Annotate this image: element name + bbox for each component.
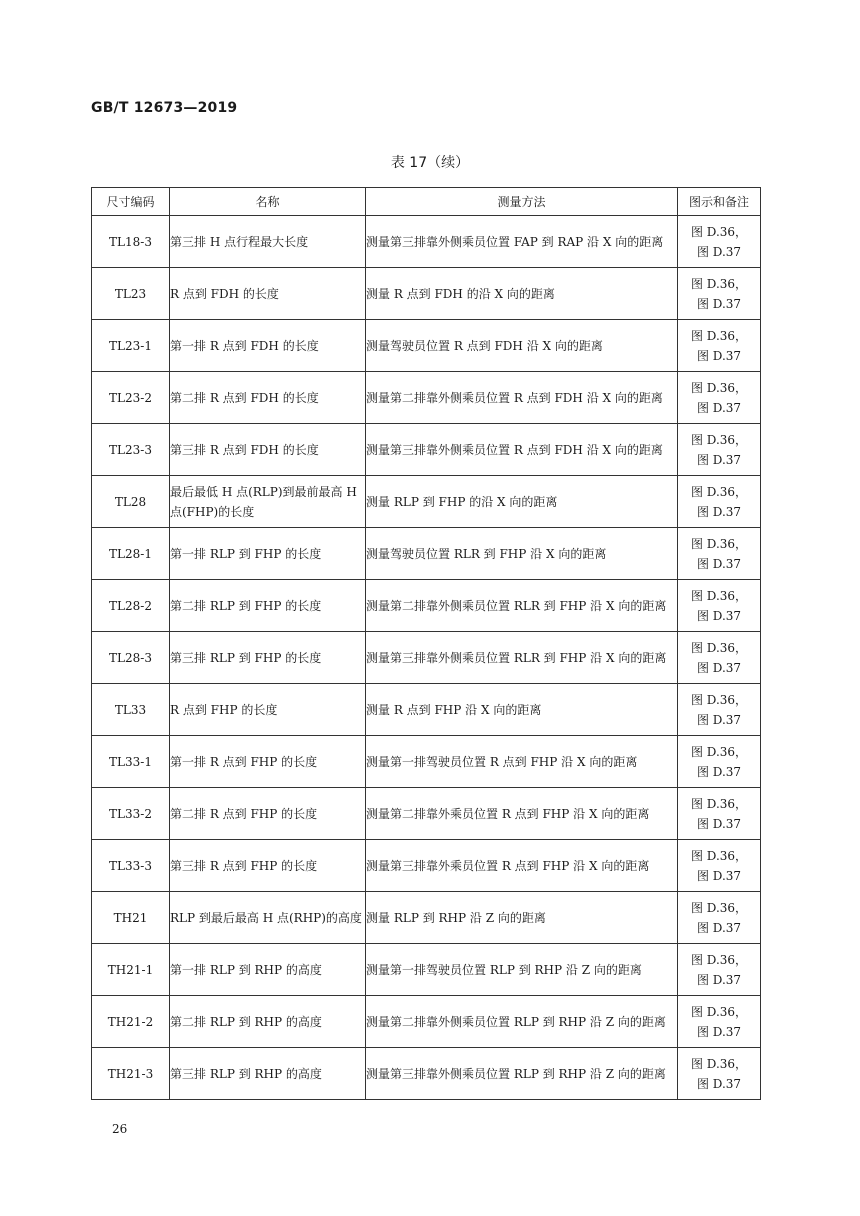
cell-note <box>678 840 761 892</box>
cell-method: 测量第三排靠外侧乘员位置 RLR 到 FHP 沿 X 向的距离 <box>366 632 678 684</box>
note-line: 图 D.36， <box>690 276 748 291</box>
column-header-name: 名称 <box>170 188 366 216</box>
table-row <box>92 840 761 892</box>
cell-method: 测量第二排靠外侧乘员位置 RLP 到 RHP 沿 Z 向的距离 <box>366 996 678 1048</box>
table-row <box>92 424 761 476</box>
table-row <box>92 528 761 580</box>
table-row <box>92 580 761 632</box>
cell-code: TL33 <box>92 684 170 736</box>
cell-note <box>678 372 761 424</box>
cell-note <box>678 320 761 372</box>
note-line: 图 D.37 <box>696 816 742 831</box>
cell-name: R 点到 FHP 的长度 <box>170 684 366 736</box>
cell-code: TH21-3 <box>92 1048 170 1100</box>
note-line: 图 D.37 <box>696 556 742 571</box>
note-line: 图 D.37 <box>696 1024 742 1039</box>
cell-method: 测量第二排靠外乘员位置 R 点到 FHP 沿 X 向的距离 <box>366 788 678 840</box>
cell-note <box>678 424 761 476</box>
table-row <box>92 1048 761 1100</box>
cell-method: 测量第一排驾驶员位置 R 点到 FHP 沿 X 向的距离 <box>366 736 678 788</box>
cell-note <box>678 944 761 996</box>
cell-method: 测量第三排靠外侧乘员位置 RLP 到 RHP 沿 Z 向的距离 <box>366 1048 678 1100</box>
cell-method: 测量 R 点到 FHP 沿 X 向的距离 <box>366 684 678 736</box>
cell-method: 测量驾驶员位置 RLR 到 FHP 沿 X 向的距离 <box>366 528 678 580</box>
note-line: 图 D.36， <box>690 432 748 447</box>
table-row <box>92 372 761 424</box>
table-row <box>92 944 761 996</box>
cell-method: 测量 RLP 到 RHP 沿 Z 向的距离 <box>366 892 678 944</box>
cell-name: RLP 到最后最高 H 点(RHP)的高度 <box>170 892 366 944</box>
table-row <box>92 632 761 684</box>
column-header-note: 图示和备注 <box>678 188 761 216</box>
cell-note <box>678 736 761 788</box>
cell-code: TL33-2 <box>92 788 170 840</box>
cell-note <box>678 528 761 580</box>
note-line: 图 D.37 <box>696 296 742 311</box>
note-line: 图 D.37 <box>696 504 742 519</box>
note-line: 图 D.36， <box>690 536 748 551</box>
cell-name: 第一排 RLP 到 RHP 的高度 <box>170 944 366 996</box>
table-row <box>92 736 761 788</box>
note-line: 图 D.37 <box>696 452 742 467</box>
cell-code: TL18-3 <box>92 216 170 268</box>
cell-code: TL28-3 <box>92 632 170 684</box>
cell-note <box>678 580 761 632</box>
note-line: 图 D.36， <box>690 484 748 499</box>
cell-method: 测量 RLP 到 FHP 的沿 X 向的距离 <box>366 476 678 528</box>
note-line: 图 D.36， <box>690 380 748 395</box>
note-line: 图 D.36， <box>690 640 748 655</box>
table-row <box>92 320 761 372</box>
cell-name: 第二排 RLP 到 FHP 的长度 <box>170 580 366 632</box>
cell-method: 测量驾驶员位置 R 点到 FDH 沿 X 向的距离 <box>366 320 678 372</box>
note-line: 图 D.37 <box>696 920 742 935</box>
note-line: 图 D.36， <box>690 1056 748 1071</box>
cell-name: 第二排 RLP 到 RHP 的高度 <box>170 996 366 1048</box>
cell-method: 测量第三排靠外侧乘员位置 R 点到 FDH 沿 X 向的距离 <box>366 424 678 476</box>
note-line: 图 D.37 <box>696 712 742 727</box>
cell-code: TH21-2 <box>92 996 170 1048</box>
cell-code: TL33-1 <box>92 736 170 788</box>
note-line: 图 D.37 <box>696 972 742 987</box>
note-line: 图 D.37 <box>696 400 742 415</box>
cell-code: TL23-1 <box>92 320 170 372</box>
cell-name: 第三排 RLP 到 FHP 的长度 <box>170 632 366 684</box>
table-row <box>92 892 761 944</box>
cell-note <box>678 684 761 736</box>
cell-code: TL23-2 <box>92 372 170 424</box>
note-line: 图 D.36， <box>690 1004 748 1019</box>
cell-code: TL33-3 <box>92 840 170 892</box>
cell-method: 测量第二排靠外侧乘员位置 R 点到 FDH 沿 X 向的距离 <box>366 372 678 424</box>
note-line: 图 D.37 <box>696 608 742 623</box>
cell-note <box>678 892 761 944</box>
note-line: 图 D.36， <box>690 744 748 759</box>
cell-name: 第三排 R 点到 FDH 的长度 <box>170 424 366 476</box>
cell-name: 第三排 R 点到 FHP 的长度 <box>170 840 366 892</box>
note-line: 图 D.37 <box>696 764 742 779</box>
note-line: 图 D.36， <box>690 692 748 707</box>
cell-code: TL28 <box>92 476 170 528</box>
cell-method: 测量第一排驾驶员位置 RLP 到 RHP 沿 Z 向的距离 <box>366 944 678 996</box>
cell-name: 第三排 H 点行程最大长度 <box>170 216 366 268</box>
cell-code: TH21-1 <box>92 944 170 996</box>
cell-name: R 点到 FDH 的长度 <box>170 268 366 320</box>
note-line: 图 D.36， <box>690 900 748 915</box>
cell-name: 最后最低 H 点(RLP)到最前最高 H 点(FHP)的长度 <box>170 476 366 528</box>
dimension-table <box>91 187 761 1100</box>
cell-code: TL28-2 <box>92 580 170 632</box>
cell-code: TL23 <box>92 268 170 320</box>
cell-code: TL23-3 <box>92 424 170 476</box>
table-body <box>92 216 761 1100</box>
cell-name: 第一排 RLP 到 FHP 的长度 <box>170 528 366 580</box>
page-number: 26 <box>112 1122 128 1136</box>
note-line: 图 D.36， <box>690 796 748 811</box>
table-row <box>92 216 761 268</box>
cell-note <box>678 996 761 1048</box>
note-line: 图 D.36， <box>690 328 748 343</box>
cell-note <box>678 788 761 840</box>
table-header-row <box>92 188 761 216</box>
cell-method: 测量 R 点到 FDH 的沿 X 向的距离 <box>366 268 678 320</box>
column-header-code: 尺寸编码 <box>92 188 170 216</box>
column-header-method: 测量方法 <box>366 188 678 216</box>
table-row <box>92 996 761 1048</box>
note-line: 图 D.37 <box>696 660 742 675</box>
note-line: 图 D.37 <box>696 244 742 259</box>
cell-note <box>678 268 761 320</box>
note-line: 图 D.37 <box>696 1076 742 1091</box>
table-row <box>92 684 761 736</box>
table-row <box>92 788 761 840</box>
cell-code: TL28-1 <box>92 528 170 580</box>
cell-method: 测量第三排靠外乘员位置 R 点到 FHP 沿 X 向的距离 <box>366 840 678 892</box>
cell-method: 测量第三排靠外侧乘员位置 FAP 到 RAP 沿 X 向的距离 <box>366 216 678 268</box>
cell-note <box>678 476 761 528</box>
cell-name: 第一排 R 点到 FDH 的长度 <box>170 320 366 372</box>
cell-note <box>678 632 761 684</box>
standard-code: GB/T 12673—2019 <box>91 100 238 116</box>
table-title: 表 17（续） <box>390 155 470 171</box>
cell-name: 第一排 R 点到 FHP 的长度 <box>170 736 366 788</box>
note-line: 图 D.36， <box>690 224 748 239</box>
cell-name: 第二排 R 点到 FDH 的长度 <box>170 372 366 424</box>
cell-name: 第三排 RLP 到 RHP 的高度 <box>170 1048 366 1100</box>
cell-method: 测量第二排靠外侧乘员位置 RLR 到 FHP 沿 X 向的距离 <box>366 580 678 632</box>
cell-note <box>678 216 761 268</box>
cell-code: TH21 <box>92 892 170 944</box>
note-line: 图 D.36， <box>690 588 748 603</box>
note-line: 图 D.37 <box>696 348 742 363</box>
note-line: 图 D.36， <box>690 952 748 967</box>
table-row <box>92 268 761 320</box>
cell-name: 第二排 R 点到 FHP 的长度 <box>170 788 366 840</box>
note-line: 图 D.36， <box>690 848 748 863</box>
note-line: 图 D.37 <box>696 868 742 883</box>
cell-note <box>678 1048 761 1100</box>
table-row <box>92 476 761 528</box>
